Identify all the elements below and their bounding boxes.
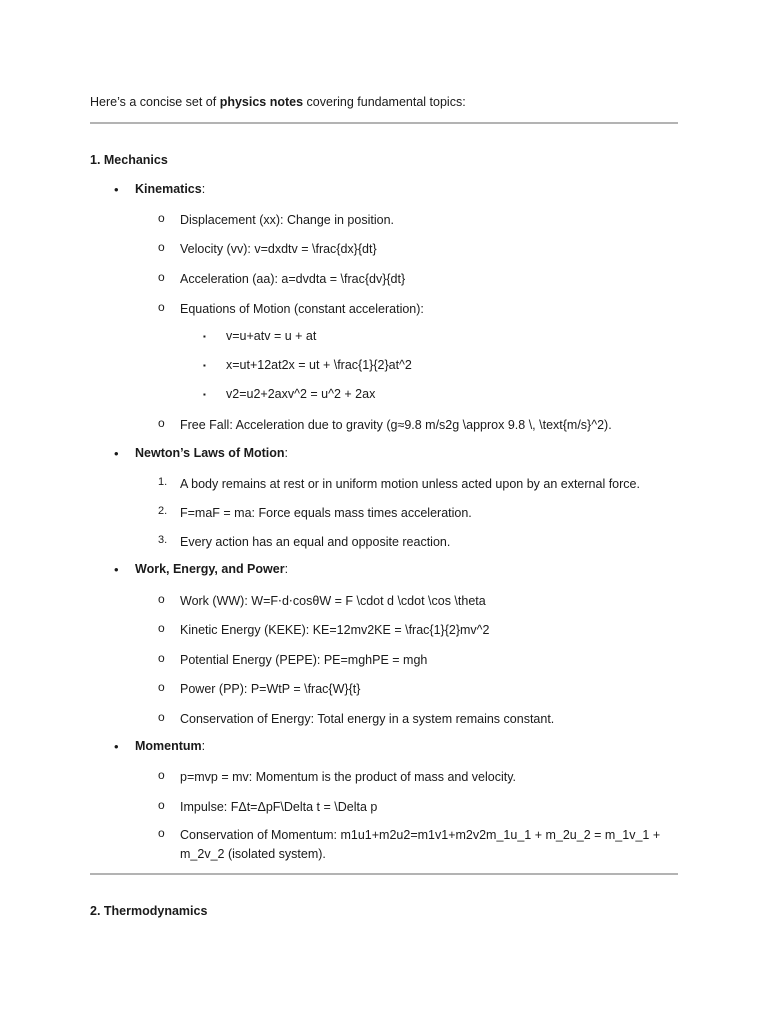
intro-pre: Here’s a concise set of: [90, 95, 220, 109]
list-item-text: Impulse: FΔt=ΔpF\Delta t = \Delta p: [180, 800, 378, 814]
horizontal-rule: [90, 873, 678, 875]
list-item-text: A body remains at rest or in uniform motion unless acted upon by an external force.: [180, 477, 640, 491]
list-number: 2.: [158, 505, 168, 517]
section-heading: 1. Mechanics: [90, 153, 168, 167]
list-item-text: Work (WW): W=F⋅d⋅cosθW = F \cdot d \cdot \cos \theta: [180, 594, 486, 608]
list-item-text: p=mvp = mv: Momentum is the product of mass and velocity.: [180, 770, 517, 784]
list-item-text: Conservation of Energy: Total energy in a system remains constant.: [180, 712, 555, 726]
equation-text: x=ut+12at2x = ut + \frac{1}{2}at^2: [226, 358, 412, 372]
section-heading: 2. Thermodynamics: [90, 904, 208, 918]
topic-label: Work, Energy, and Power:: [135, 562, 289, 576]
bullet-icon: •: [114, 446, 119, 461]
equation-text: v2=u2+2axv^2 = u^2 + 2ax: [226, 387, 376, 401]
circle-bullet-icon: o: [158, 240, 165, 254]
topic-label: Momentum:: [135, 739, 206, 753]
bullet-icon: •: [114, 562, 119, 577]
circle-bullet-icon: o: [158, 651, 165, 665]
list-item-text: Displacement (xx): Change in position.: [180, 213, 394, 227]
circle-bullet-icon: o: [158, 710, 165, 724]
bullet-icon: •: [114, 739, 119, 754]
list-number: 1.: [158, 476, 168, 488]
square-bullet-icon: ▪: [203, 361, 206, 370]
list-item-text: Potential Energy (PEPE): PE=mghPE = mgh: [180, 653, 428, 667]
circle-bullet-icon: o: [158, 768, 165, 782]
topic-label: Newton’s Laws of Motion:: [135, 446, 289, 460]
circle-bullet-icon: o: [158, 621, 165, 635]
list-item-text: Equations of Motion (constant acceleration):: [180, 302, 424, 316]
circle-bullet-icon: o: [158, 416, 165, 430]
circle-bullet-icon: o: [158, 680, 165, 694]
bullet-icon: •: [114, 182, 119, 197]
list-item-text: Acceleration (aa): a=dvdta = \frac{dv}{dt}: [180, 272, 406, 286]
circle-bullet-icon: o: [158, 592, 165, 606]
topic-label: Kinematics:: [135, 182, 206, 196]
list-item-text: Every action has an equal and opposite reaction.: [180, 535, 451, 549]
list-item-text: Free Fall: Acceleration due to gravity (g≈9.8 m/s2g \approx 9.8 \, \text{m/s}^2).: [180, 418, 612, 432]
list-item-text: Velocity (vv): v=dxdtv = \frac{dx}{dt}: [180, 242, 377, 256]
circle-bullet-icon: o: [158, 798, 165, 812]
horizontal-rule: [90, 122, 678, 124]
list-item-text: Kinetic Energy (KEKE): KE=12mv2KE = \frac{1}{2}mv^2: [180, 623, 490, 637]
circle-bullet-icon: o: [158, 300, 165, 314]
circle-bullet-icon: o: [158, 826, 165, 840]
equation-text: v=u+atv = u + at: [226, 329, 317, 343]
circle-bullet-icon: o: [158, 270, 165, 284]
square-bullet-icon: ▪: [203, 332, 206, 341]
square-bullet-icon: ▪: [203, 390, 206, 399]
intro-post: covering fundamental topics:: [303, 95, 466, 109]
intro-line: [90, 95, 466, 109]
list-item-text: Conservation of Momentum: m1u1+m2u2=m1v1+m2v2m_1u_1 + m_2u_2 = m_1v_1 + m_2v_2 (isolated system).: [180, 828, 661, 861]
list-item-text: Power (PP): P=WtP = \frac{W}{t}: [180, 682, 361, 696]
circle-bullet-icon: o: [158, 211, 165, 225]
intro-bold: physics notes: [219, 95, 304, 109]
list-number: 3.: [158, 534, 168, 546]
list-item-text: F=maF = ma: Force equals mass times acceleration.: [180, 506, 472, 520]
